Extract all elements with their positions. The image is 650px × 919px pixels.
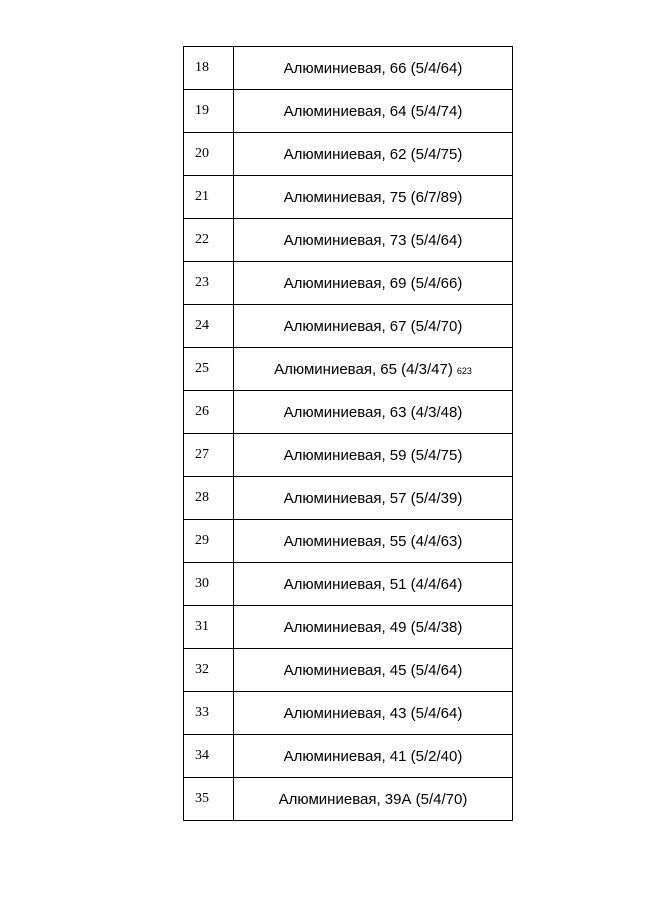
- address-table: [183, 46, 513, 821]
- table-row: [184, 778, 513, 821]
- row-number: 34: [184, 735, 234, 778]
- page-number-note: 623: [456, 365, 472, 376]
- row-number: 24: [184, 305, 234, 348]
- address-text: Алюминиевая, 51 (4/4/64): [283, 575, 463, 593]
- address-text: Алюминиевая, 59 (5/4/75): [283, 446, 463, 464]
- address-text: Алюминиевая, 39А (5/4/70): [278, 790, 468, 808]
- row-number: 35: [184, 778, 234, 821]
- row-number: 32: [184, 649, 234, 692]
- table-row: [184, 305, 513, 348]
- row-number: 31: [184, 606, 234, 649]
- row-number: 28: [184, 477, 234, 520]
- table-row: [184, 606, 513, 649]
- address-cell: [234, 434, 513, 477]
- row-number: 27: [184, 434, 234, 477]
- row-number: 21: [184, 176, 234, 219]
- table-row: [184, 563, 513, 606]
- address-text: Алюминиевая, 75 (6/7/89): [283, 188, 463, 206]
- table-row: [184, 391, 513, 434]
- address-cell: [234, 735, 513, 778]
- address-cell: [234, 47, 513, 90]
- row-number: 30: [184, 563, 234, 606]
- address-cell: [234, 563, 513, 606]
- table-row: [184, 434, 513, 477]
- address-cell: [234, 391, 513, 434]
- row-number: 33: [184, 692, 234, 735]
- table-row: [184, 47, 513, 90]
- address-cell: [234, 262, 513, 305]
- address-cell: [234, 649, 513, 692]
- address-cell: [234, 219, 513, 262]
- table-row: [184, 133, 513, 176]
- table-row: [184, 477, 513, 520]
- address-text: Алюминиевая, 62 (5/4/75): [283, 145, 463, 163]
- address-text: Алюминиевая, 49 (5/4/38): [283, 618, 463, 636]
- address-cell: [234, 348, 513, 391]
- address-text: Алюминиевая, 65 (4/3/47): [274, 360, 453, 378]
- address-cell: [234, 692, 513, 735]
- address-cell: [234, 477, 513, 520]
- table-row: [184, 735, 513, 778]
- table-row: [184, 219, 513, 262]
- row-number: 25: [184, 348, 234, 391]
- row-number: 29: [184, 520, 234, 563]
- address-text: Алюминиевая, 43 (5/4/64): [283, 704, 463, 722]
- row-number: 19: [184, 90, 234, 133]
- row-number: 22: [184, 219, 234, 262]
- address-cell: [234, 520, 513, 563]
- address-text: Алюминиевая, 55 (4/4/63): [283, 532, 463, 550]
- address-cell: [234, 305, 513, 348]
- address-text: Алюминиевая, 57 (5/4/39): [283, 489, 463, 507]
- address-cell: [234, 176, 513, 219]
- address-cell: [234, 90, 513, 133]
- table-row: [184, 520, 513, 563]
- table-row: [184, 692, 513, 735]
- row-number: 18: [184, 47, 234, 90]
- table-row: [184, 176, 513, 219]
- table-row: [184, 649, 513, 692]
- table-row: [184, 262, 513, 305]
- row-number: 20: [184, 133, 234, 176]
- address-text: Алюминиевая, 69 (5/4/66): [283, 274, 463, 292]
- address-text: Алюминиевая, 66 (5/4/64): [283, 59, 463, 77]
- table-row: [184, 90, 513, 133]
- table-row: [184, 348, 513, 391]
- row-number: 23: [184, 262, 234, 305]
- row-number: 26: [184, 391, 234, 434]
- address-text: Алюминиевая, 67 (5/4/70): [283, 317, 463, 335]
- address-cell: [234, 133, 513, 176]
- address-text: Алюминиевая, 41 (5/2/40): [283, 747, 463, 765]
- address-table-body: [184, 47, 513, 821]
- address-text: Алюминиевая, 45 (5/4/64): [283, 661, 463, 679]
- address-text: Алюминиевая, 73 (5/4/64): [283, 231, 463, 249]
- address-cell: [234, 606, 513, 649]
- address-text: Алюминиевая, 64 (5/4/74): [283, 102, 463, 120]
- address-text: Алюминиевая, 63 (4/3/48): [283, 403, 463, 421]
- address-cell: [234, 778, 513, 821]
